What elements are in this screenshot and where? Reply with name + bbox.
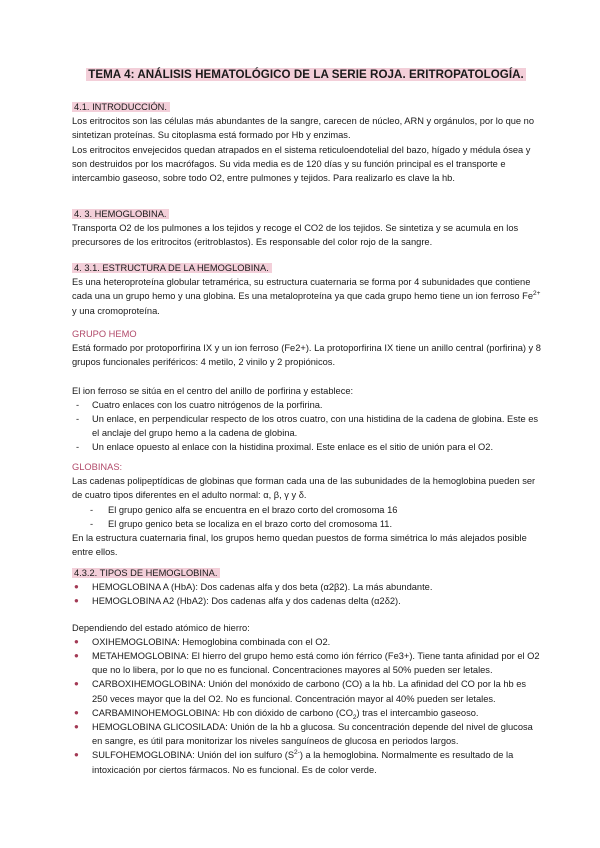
- list-item: - Un enlace opuesto al enlace con la histidina proximal. Este enlace es el sitio de unión para el O2.: [72, 440, 544, 454]
- globinas-list: [72, 503, 544, 531]
- list-item: ● HEMOGLOBINA A2 (HbA2): Dos cadenas alfa y dos cadenas delta (α2δ2).: [72, 594, 544, 608]
- section-grupo-hemo: [72, 327, 544, 455]
- section-heading-estructura: 4. 3.1. ESTRUCTURA DE LA HEMOGLOBINA.: [72, 263, 272, 273]
- globinas-paragraph-1: Las cadenas polipeptídicas de globinas que forman cada una de las subunidades de la hemoglobina pueden ser de cuatro tipos diferentes en el adulto normal: α, β, γ y δ.: [72, 476, 536, 501]
- carbamino-text-b: ) tras el intercambio gaseoso.: [356, 707, 479, 718]
- estructura-text-a: Es una heteroproteína globular tetramérica, su estructura cuaternaria se forma por 4 subunidades que contiene cada una un grupo hemo y una globina. Es una metaloproteína ya que cada grupo hemo tiene un ion ferroso Fe: [72, 277, 534, 302]
- sulfo-text-b: ) a la hemoglobina. Normalmente es resultado de la intoxicación por ciertos fármacos. No es funcional. Es de color verde.: [92, 750, 514, 775]
- list-item: ● HEMOGLOBINA GLICOSILADA: Unión de la hb a glucosa. Su concentración depende del nivel de glucosa en sangre, es útil para monitorizar los niveles sanguíneos de glucosa en periodos largos.: [72, 720, 544, 748]
- document-title: [72, 68, 540, 81]
- list-item: ● METAHEMOGLOBINA: El hierro del grupo hemo está como ión férrico (Fe3+). Tiene tanta afinidad por el O2 que no lo libera, por lo que no es funcional. Concentraciones mayores al 50% pueden ser letales.: [72, 649, 544, 677]
- intro-paragraph-1: Los eritrocitos son las células más abundantes de la sangre, carecen de núcleo, ARN y orgánulos, por lo que no sintetizan proteínas. Su citoplasma está formado por Hb y enzimas.: [72, 116, 535, 141]
- section-heading-hemoglobina: 4. 3. HEMOGLOBINA.: [72, 209, 169, 219]
- section-globinas: [72, 460, 544, 559]
- carbamino-subscript: 2: [352, 713, 357, 721]
- subheading-grupo-hemo: GRUPO HEMO: [72, 329, 137, 339]
- carbamino-text-a: CARBAMINOHEMOGLOBINA: Hb con dióxido de carbono (CO: [92, 707, 353, 718]
- section-tipos: [72, 566, 544, 777]
- hierro-list: [72, 635, 544, 777]
- list-item: [72, 748, 544, 776]
- list-item: ● HEMOGLOBINA A (HbA): Dos cadenas alfa y dos beta (α2β2). La más abundante.: [72, 580, 544, 594]
- section-heading-introduccion: 4.1. INTRODUCCIÓN.: [72, 102, 170, 112]
- estructura-text-b: y una cromoproteína.: [72, 305, 160, 316]
- section-heading-tipos: 4.3.2. TIPOS DE HEMOGLOBINA.: [72, 568, 220, 578]
- sulfo-text-a: SULFOHEMOGLOBINA: Unión del ion sulfuro (S: [92, 750, 295, 761]
- grupo-hemo-list: [72, 398, 544, 455]
- grupo-hemo-paragraph-1: Está formado por protoporfirina IX y un ion ferroso (Fe2+). La protoporfirina IX tiene un anillo central (porfirina) y 8 grupos funcionales periféricos: 4 metilo, 2 vinilo y 2 propiónicos.: [72, 343, 541, 368]
- subheading-globinas: GLOBINAS:: [72, 462, 123, 472]
- estructura-paragraph: [72, 275, 544, 318]
- title-text: TEMA 4: ANÁLISIS HEMATOLÓGICO DE LA SERIE ROJA. ERITROPATOLOGÍA.: [88, 68, 524, 81]
- list-item: - El grupo genico beta se localiza en el brazo corto del cromosoma 11.: [72, 517, 544, 531]
- tipos-list: [72, 580, 544, 608]
- section-introduccion: [72, 100, 544, 185]
- list-item: [72, 706, 544, 720]
- list-item: - Cuatro enlaces con los cuatro nitrógenos de la porfirina.: [72, 398, 544, 412]
- tipos-paragraph: Dependiendo del estado atómico de hierro:: [72, 622, 250, 633]
- list-item: - El grupo genico alfa se encuentra en el brazo corto del cromosoma 16: [72, 503, 544, 517]
- list-item: ● CARBOXIHEMOGLOBINA: Unión del monóxido de carbono (CO) a la hb. La afinidad del CO por la hb es 250 veces mayor que la del O2. No es funcional. Concentración mayor al 40% pueden ser letales.: [72, 677, 544, 705]
- section-hemoglobina: [72, 207, 544, 250]
- hemoglobina-paragraph: Transporta O2 de los pulmones a los tejidos y recoge el CO2 de los tejidos. Se sintetiza y se acumula en los precursores de los eritrocitos (eritroblastos). Es responsable del color rojo de la sangre.: [72, 223, 519, 248]
- list-item: - Un enlace, en perpendicular respecto de los otros cuatro, con una histidina de la cadena de globina. Este es el anclaje del grupo hemo a la cadena de globina.: [72, 412, 544, 440]
- intro-paragraph-2: Los eritrocitos envejecidos quedan atrapados en el sistema reticuloendotelial del bazo, hígado y médula ósea y son destruidos por los macrófagos. Su vida media es de 120 días y su función principal es el transporte e intercambio gaseoso, sobre todo O2, entre pulmones y tejidos. Para realizarlo es clave la hb.: [72, 144, 531, 184]
- grupo-hemo-paragraph-2: El ion ferroso se sitúa en el centro del anillo de porfirina y establece:: [72, 385, 354, 396]
- estructura-superscript: 2+: [533, 290, 541, 298]
- list-item: ● OXIHEMOGLOBINA: Hemoglobina combinada con el O2.: [72, 635, 544, 649]
- section-estructura: [72, 261, 544, 318]
- globinas-paragraph-2: En la estructura cuaternaria final, los grupos hemo quedan puestos de forma simétrica lo más alejados posible entre ellos.: [72, 533, 527, 558]
- sulfo-superscript: 2-: [294, 749, 300, 757]
